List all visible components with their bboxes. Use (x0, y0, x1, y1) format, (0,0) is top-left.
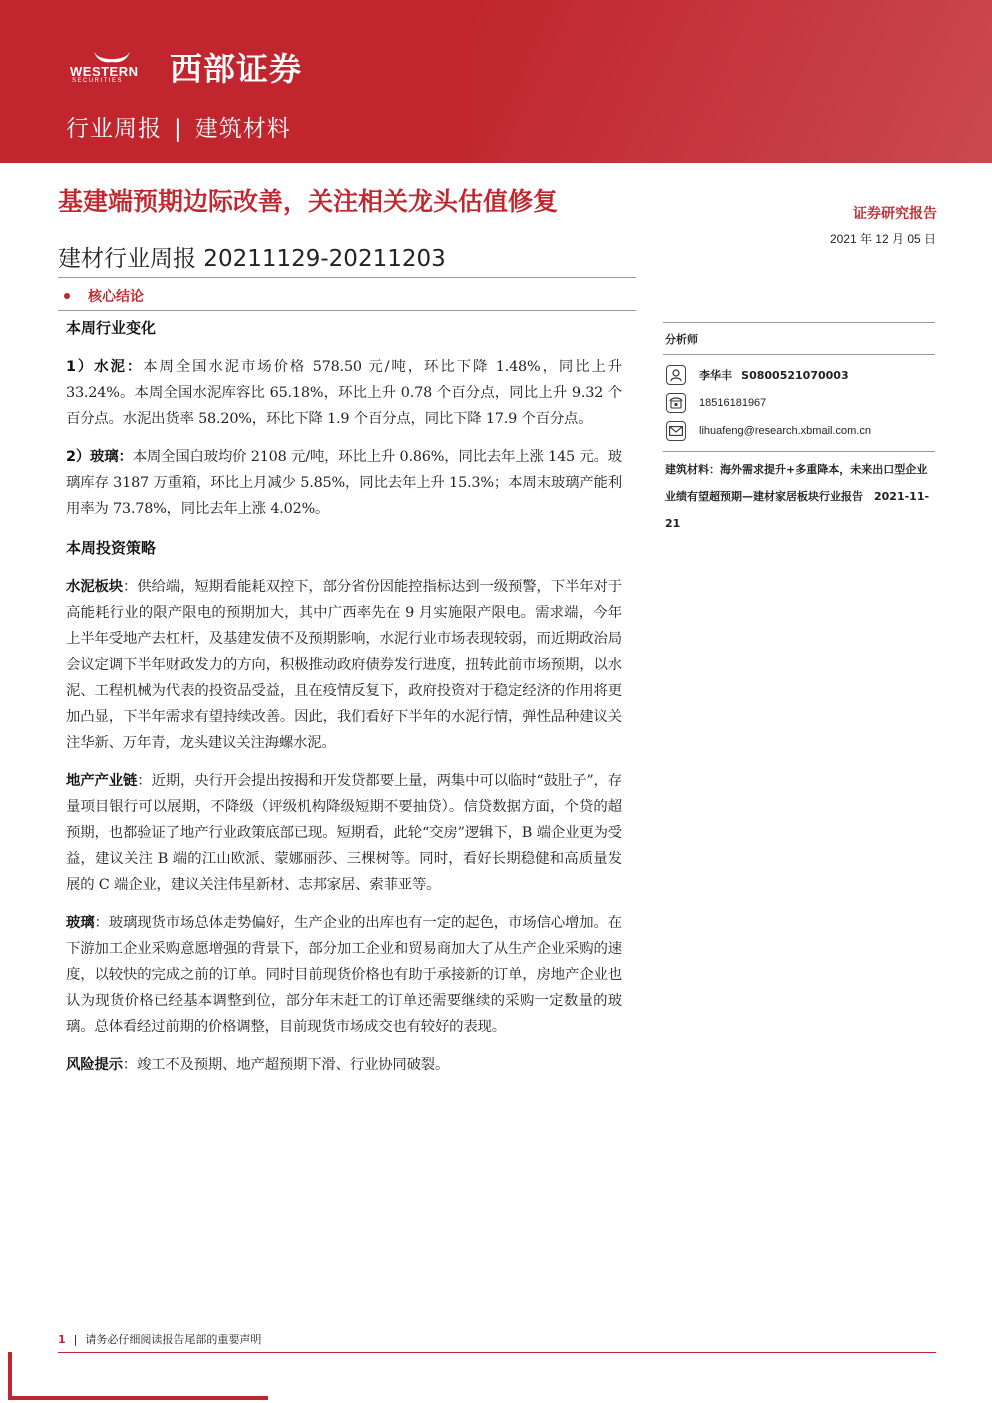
paragraph-real-estate (66, 768, 622, 898)
analyst-name: 李华丰 (699, 369, 732, 382)
glass-label: 2）玻璃： (66, 449, 133, 465)
footer-divider (58, 1352, 936, 1353)
paragraph-cement-sector (66, 574, 622, 756)
core-divider (58, 310, 636, 311)
mail-icon (666, 421, 686, 441)
report-subtitle: 建材行业周报 20211129-20211203 (58, 246, 446, 272)
email-row (663, 417, 935, 445)
glass-text: 本周全国白玻均价 2108 元/吨，环比上升 0.86%，同比去年上涨 145 元。玻璃库存 3187 万重箱，环比上月减少 5.85%，同比去年上升 15.3%；本周末玻璃产能利用率为 73.78%，同比去年上涨 4.02%。 (66, 449, 623, 517)
paragraph-glass (66, 444, 622, 522)
report-date: 2021 年 12 月 05 日 (829, 232, 936, 246)
corner-accent-horizontal (8, 1396, 268, 1400)
core-conclusion-label: 核心结论 (88, 289, 144, 305)
category-industry: 建筑材料 (194, 116, 291, 142)
person-icon (666, 365, 686, 385)
sidebar (663, 322, 935, 537)
section-heading-industry-changes: 本周行业变化 (66, 319, 157, 337)
report-type-label: 证券研究报告 (853, 206, 937, 222)
analyst-email[interactable]: lihuafeng@research.xbmail.com.cn (699, 425, 871, 437)
paragraph-glass-sector (66, 910, 622, 1040)
real-estate-label: 地产产业链 (66, 773, 138, 789)
category-weekly: 行业周报 (66, 116, 162, 142)
page-footer (58, 1331, 261, 1347)
risk-label: 风险提示 (66, 1057, 123, 1073)
analyst-row (663, 361, 935, 389)
analyst-heading: 分析师 (665, 333, 698, 346)
analyst-phone[interactable]: 18516181967 (699, 397, 767, 409)
logo-text-en: WESTERN (70, 64, 139, 79)
phone-row (663, 389, 935, 417)
logo-mark (70, 50, 152, 84)
paragraph-cement (66, 354, 622, 432)
cement-sector-label: 水泥板块 (66, 579, 124, 595)
related-divider (663, 451, 935, 452)
report-title: 基建端预期边际改善，关注相关龙头估值修复 (58, 187, 559, 216)
related-report-link[interactable]: 建筑材料：海外需求提升+多重降本，未来出口型企业业绩有望超预期—建材家居板块行业报告 2021-11-21 (665, 463, 930, 530)
paragraph-risk (66, 1052, 622, 1078)
bullet-dot-icon (64, 293, 70, 299)
cement-text: 本周全国水泥市场价格 578.50 元/吨，环比下降 1.48%，同比上升 33.24%。本周全国水泥库容比 65.18%，环比上升 0.78 个百分点，同比上升 9.32 个百分点。水泥出货率 58.20%，环比下降 1.9 个百分点，同比下降 17.9 个百分点。 (66, 359, 622, 427)
logo-text-cn: 西部证券 (170, 50, 303, 88)
corner-accent-vertical (8, 1352, 12, 1400)
header-banner (0, 0, 992, 163)
logo-text-en-sub: SECURITIES (72, 78, 124, 84)
footer-separator: | (73, 1333, 78, 1346)
cement-sector-text: ：供给端，短期看能耗双控下，部分省份因能控指标达到一级预警，下半年对于高能耗行业的限产限电的预期加大，其中广西率先在 9 月实施限产限电。需求端，今年上半年受地产去杠杆，及基建发债不及预期影响，水泥行业市场表现较弱，而近期政治局会议定调下半年财政发力的方向，积极推动政府债券发行进度，扭转此前市场预期，以水泥、工程机械为代表的投资品受益，且在疫情反复下，政府投资对于稳定经济的作用将更加凸显，下半年需求有望持续改善。因此，我们看好下半年的水泥行情，弹性品种建议关注华新、万年青，龙头建议关注海螺水泥。 (66, 579, 622, 751)
company-logo[interactable] (70, 44, 302, 90)
disclaimer-notice: 请务必仔细阅读报告尾部的重要声明 (85, 1333, 262, 1346)
sidebar-top-divider (663, 322, 935, 323)
banner-shade (472, 0, 992, 163)
glass-sector-text: ：玻璃现货市场总体走势偏好，生产企业的出库也有一定的起色，市场信心增加。在下游加工企业采购意愿增强的背景下，部分加工企业和贸易商加大了从生产企业采购的速度，以较快的完成之前的订单。同时目前现货价格也有助于承接新的订单，房地产企业也认为现货价格已经基本调整到位，部分年末赶工的订单还需要继续的采购一定数量的玻璃。总体看经过前期的价格调整，目前现货市场成交也有较好的表现。 (66, 915, 622, 1035)
glass-sector-label: 玻璃 (66, 915, 95, 931)
title-divider (58, 277, 636, 278)
real-estate-text: ：近期，央行开会提出按揭和开发贷都要上量，两集中可以临时“鼓肚子”，存量项目银行可以展期，不降级（评级机构降级短期不要抽贷）。信贷数据方面，个贷的超预期，也都验证了地产行业政策底部已现。短期看，此轮“交房”逻辑下，B 端企业更为受益，建议关注 B 端的江山欧派、蒙娜丽莎、三棵树等。同时，看好长期稳健和高质量发展的 C 端企业，建议关注伟星新材、志邦家居、索菲亚等。 (66, 773, 622, 893)
report-category (66, 110, 291, 143)
core-conclusion-heading (64, 286, 144, 306)
cement-label: 1）水泥： (66, 359, 144, 375)
phone-icon (666, 393, 686, 413)
analyst-divider (663, 354, 935, 355)
category-separator: | (174, 116, 183, 142)
main-content (66, 318, 622, 1078)
analyst-license: S0800521070003 (741, 369, 849, 382)
page-number: 1 (58, 1333, 66, 1346)
section-heading-strategy: 本周投资策略 (66, 539, 157, 557)
risk-text: ：竣工不及预期、地产超预期下滑、行业协同破裂。 (122, 1057, 450, 1073)
